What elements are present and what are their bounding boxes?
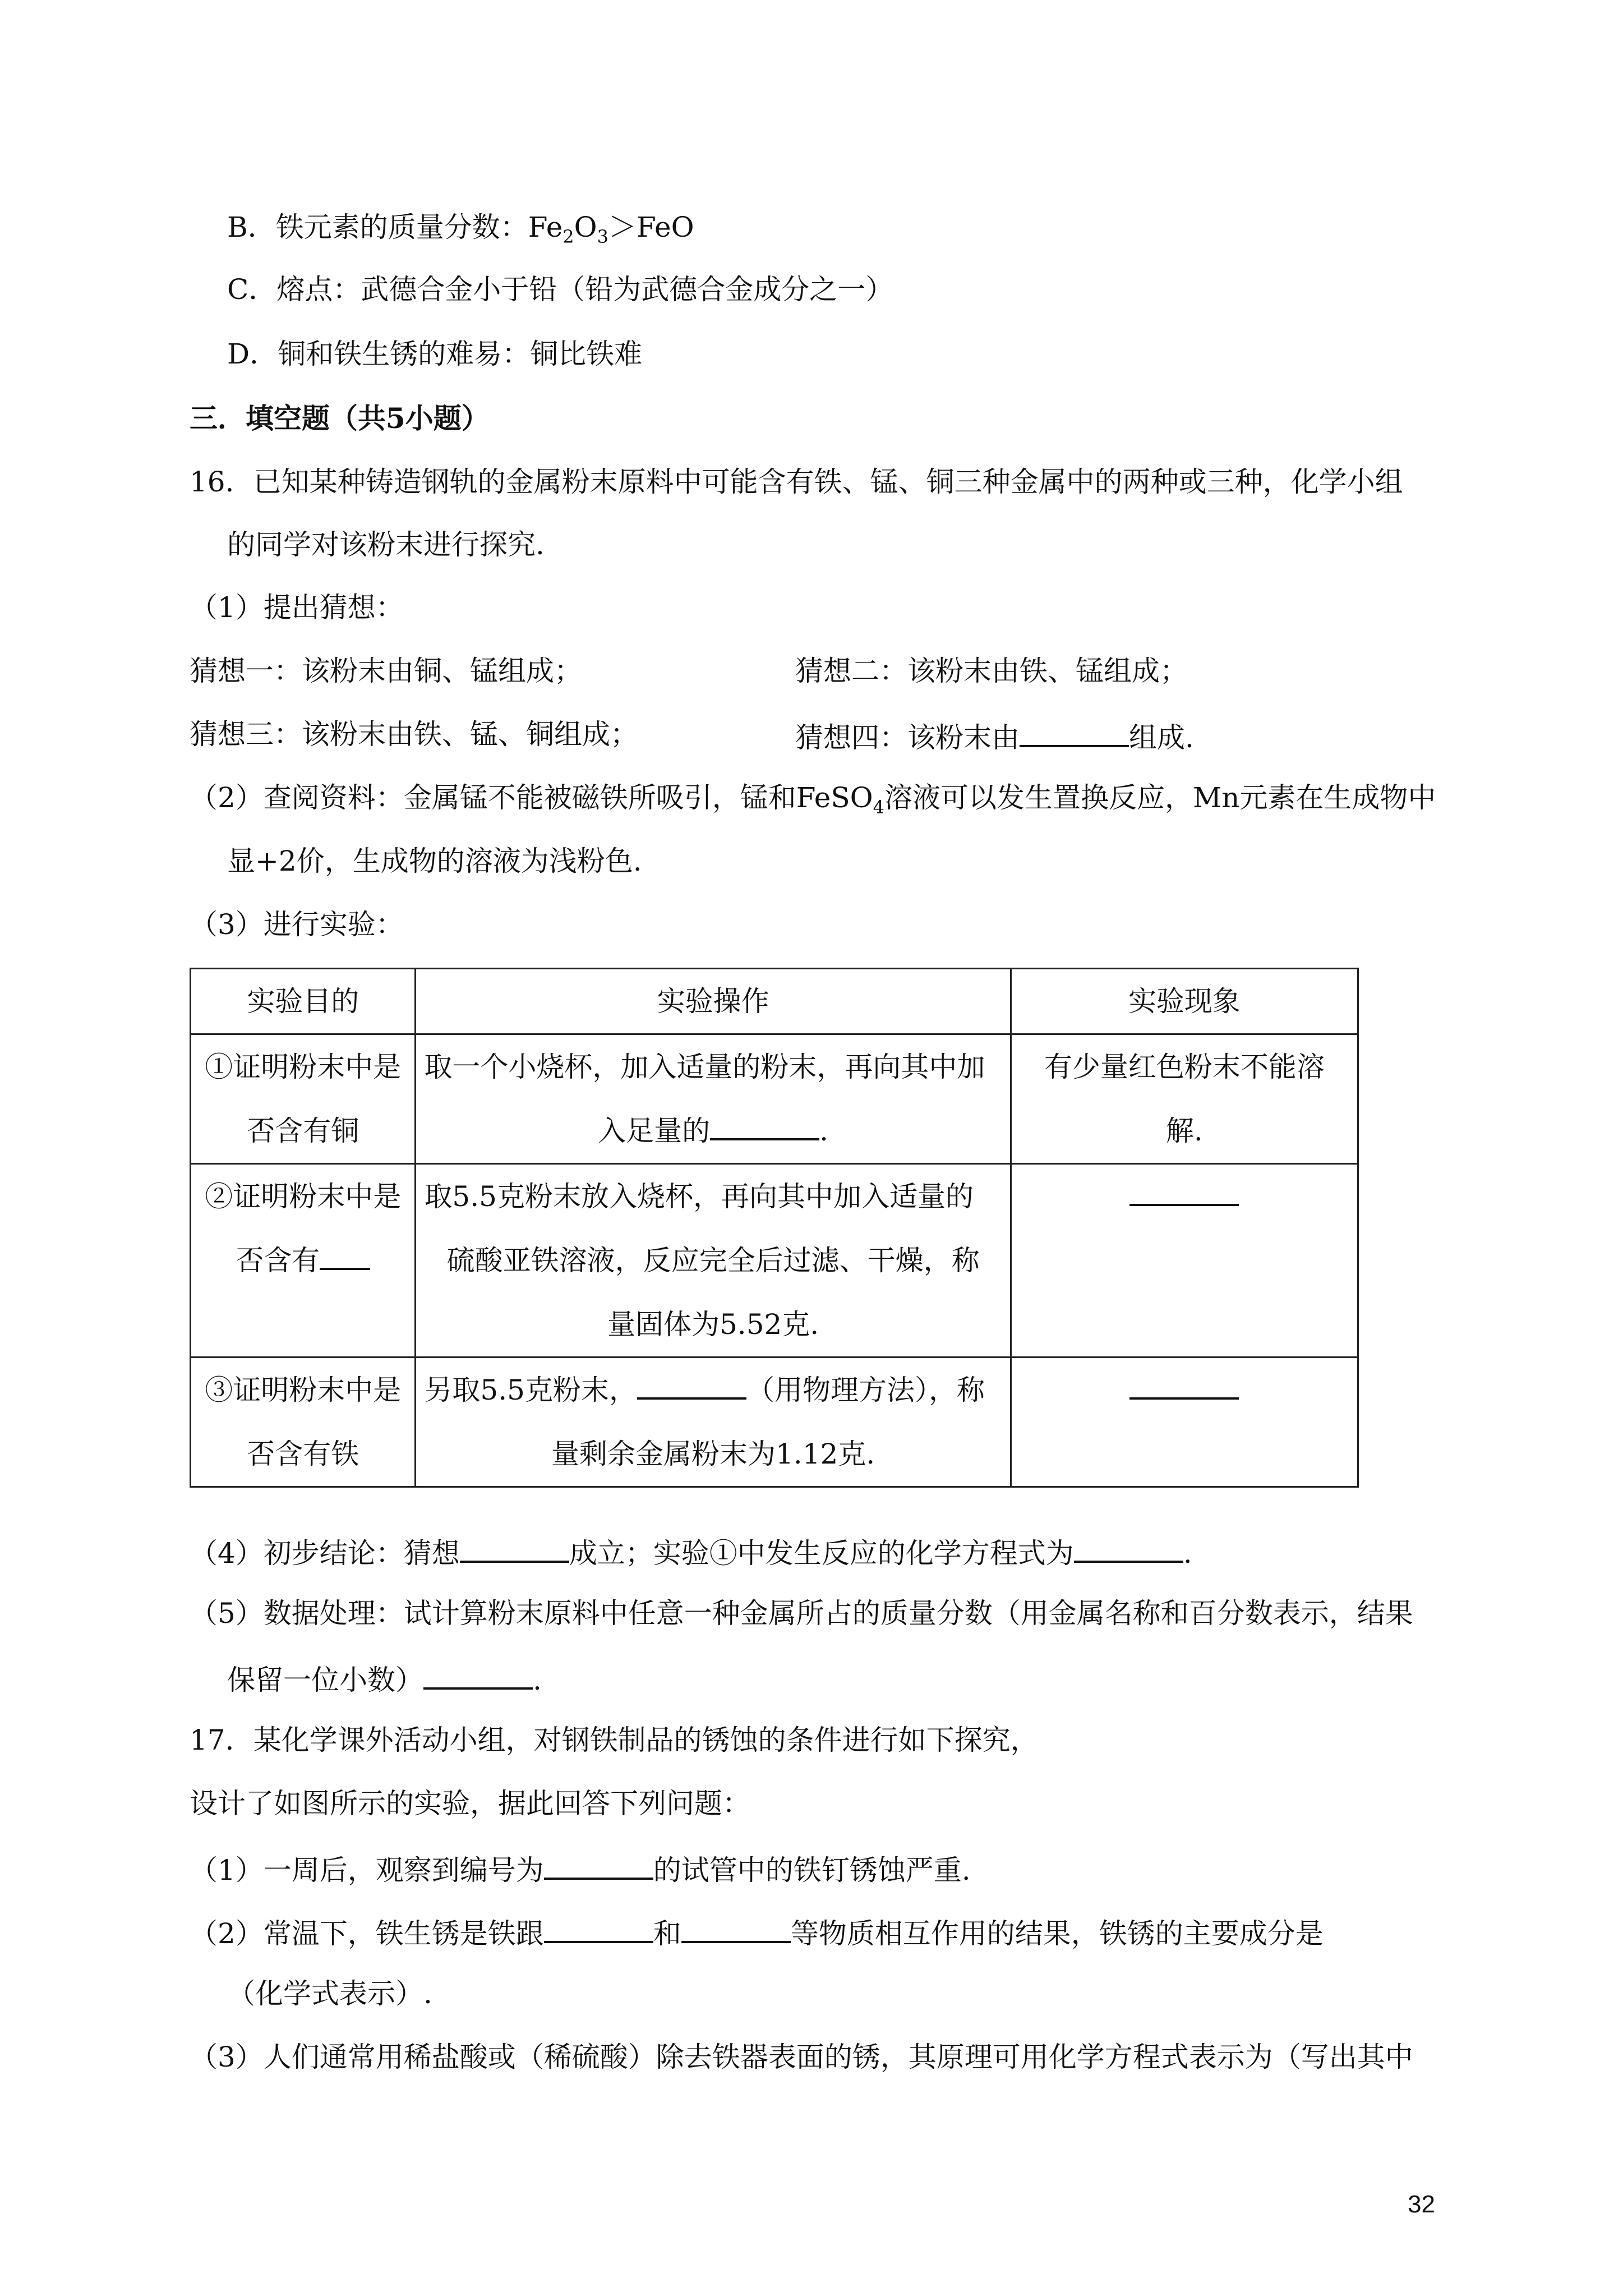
header-cell: 实验操作 <box>416 969 1011 1034</box>
phenomenon-cell <box>1011 1358 1358 1487</box>
answer-blank <box>544 1848 653 1880</box>
option-c: C．熔点：武德合金小于铅（铅为武德合金成分之一） <box>227 273 894 306</box>
q16-part3: （3）进行实验： <box>190 908 404 941</box>
experiment-table <box>190 968 1359 1488</box>
q17-stem-line2: 设计了如图所示的实验，据此回答下列问题： <box>190 1787 750 1820</box>
table-row <box>191 1034 1358 1164</box>
q17-part2-line2: （化学式表示）. <box>227 1977 432 2010</box>
guess-4: 猜想四：该粉末由 组成. <box>795 716 1194 756</box>
answer-blank <box>1129 1175 1239 1206</box>
guess-3: 猜想三：该粉末由铁、锰、铜组成； <box>190 718 638 751</box>
purpose-cell: ②证明粉末中是 否含有 <box>191 1164 416 1358</box>
q17-part2-line1: （2）常温下，铁生锈是铁跟 和 等物质相互作用的结果，铁锈的主要成分是 <box>190 1912 1324 1952</box>
q16-part5-line1: （5）数据处理：试计算粉末原料中任意一种金属所占的质量分数（用金属名称和百分数表示，结果 <box>190 1597 1413 1630</box>
answer-blank <box>710 1109 819 1140</box>
option-d: D．铜和铁生锈的难易：铜比铁难 <box>227 338 643 370</box>
answer-blank <box>637 1368 746 1400</box>
q16-part2-line2: 显+2价，生成物的溶液为浅粉色. <box>227 845 642 877</box>
option-b: B．铁元素的质量分数：$Fe_2O_3>FeO$ <box>227 211 694 247</box>
guess-1: 猜想一：该粉末由铜、锰组成； <box>190 655 582 687</box>
q17-stem-line1: 17．某化学课外活动小组，对钢铁制品的锈蚀的条件进行如下探究， <box>190 1724 1039 1756</box>
q16-part4: （4）初步结论：猜想 成立；实验①中发生反应的化学方程式为 . <box>190 1531 1192 1572</box>
q16-stem-line1: 16．已知某种铸造钢轨的金属粉末原料中可能含有铁、锰、铜三种金属中的两种或三种，化学小组 <box>190 466 1403 498</box>
answer-blank <box>460 1531 569 1563</box>
guess-2: 猜想二：该粉末由铁、锰组成； <box>795 655 1188 687</box>
answer-blank <box>320 1239 370 1270</box>
answer-blank <box>423 1658 533 1690</box>
q17-part3: （3）人们通常用稀盐酸或（稀硫酸）除去铁器表面的锈，其原理可用化学方程式表示为（写出其中 <box>190 2041 1413 2073</box>
q16-part1: （1）提出猜想： <box>190 591 404 624</box>
operation-cell: 另取5.5克粉末， （用物理方法），称 量剩余金属粉末为1.12克. <box>416 1358 1011 1487</box>
table-row <box>191 1164 1358 1358</box>
section-heading: 三．填空题（共5小题） <box>190 402 490 435</box>
table-row <box>191 1358 1358 1487</box>
purpose-cell: ③证明粉末中是 否含有铁 <box>191 1358 416 1487</box>
answer-blank <box>1129 1368 1239 1400</box>
q17-part1: （1）一周后，观察到编号为 的试管中的铁钉锈蚀严重. <box>190 1848 971 1889</box>
q16-stem-line2: 的同学对该粉末进行探究. <box>227 528 545 561</box>
answer-blank <box>681 1912 791 1943</box>
phenomenon-cell: 有少量红色粉末不能溶 解. <box>1011 1034 1358 1164</box>
page-number: 32 <box>1408 2191 1435 2218</box>
header-cell: 实验现象 <box>1011 969 1358 1034</box>
operation-cell: 取5.5克粉末放入烧杯，再向其中加入适量的 硫酸亚铁溶液，反应完全后过滤、干燥，称 量固体为5.52克. <box>416 1164 1011 1358</box>
header-cell: 实验目的 <box>191 969 416 1034</box>
q16-part2-line1: （2）查阅资料：金属锰不能被磁铁所吸引，锰和FeSO$_4$溶液可以发生置换反应，Mn元素在生成物中 <box>190 781 1436 818</box>
phenomenon-cell <box>1011 1164 1358 1358</box>
table-header-row <box>191 969 1358 1034</box>
answer-blank <box>1020 716 1129 747</box>
purpose-cell: ①证明粉末中是 否含有铜 <box>191 1034 416 1164</box>
answer-blank <box>544 1912 653 1943</box>
q16-part5-line2: 保留一位小数） . <box>227 1658 542 1699</box>
operation-cell: 取一个小烧杯，加入适量的粉末，再向其中加 入足量的 . <box>416 1034 1011 1164</box>
answer-blank <box>1074 1531 1183 1563</box>
